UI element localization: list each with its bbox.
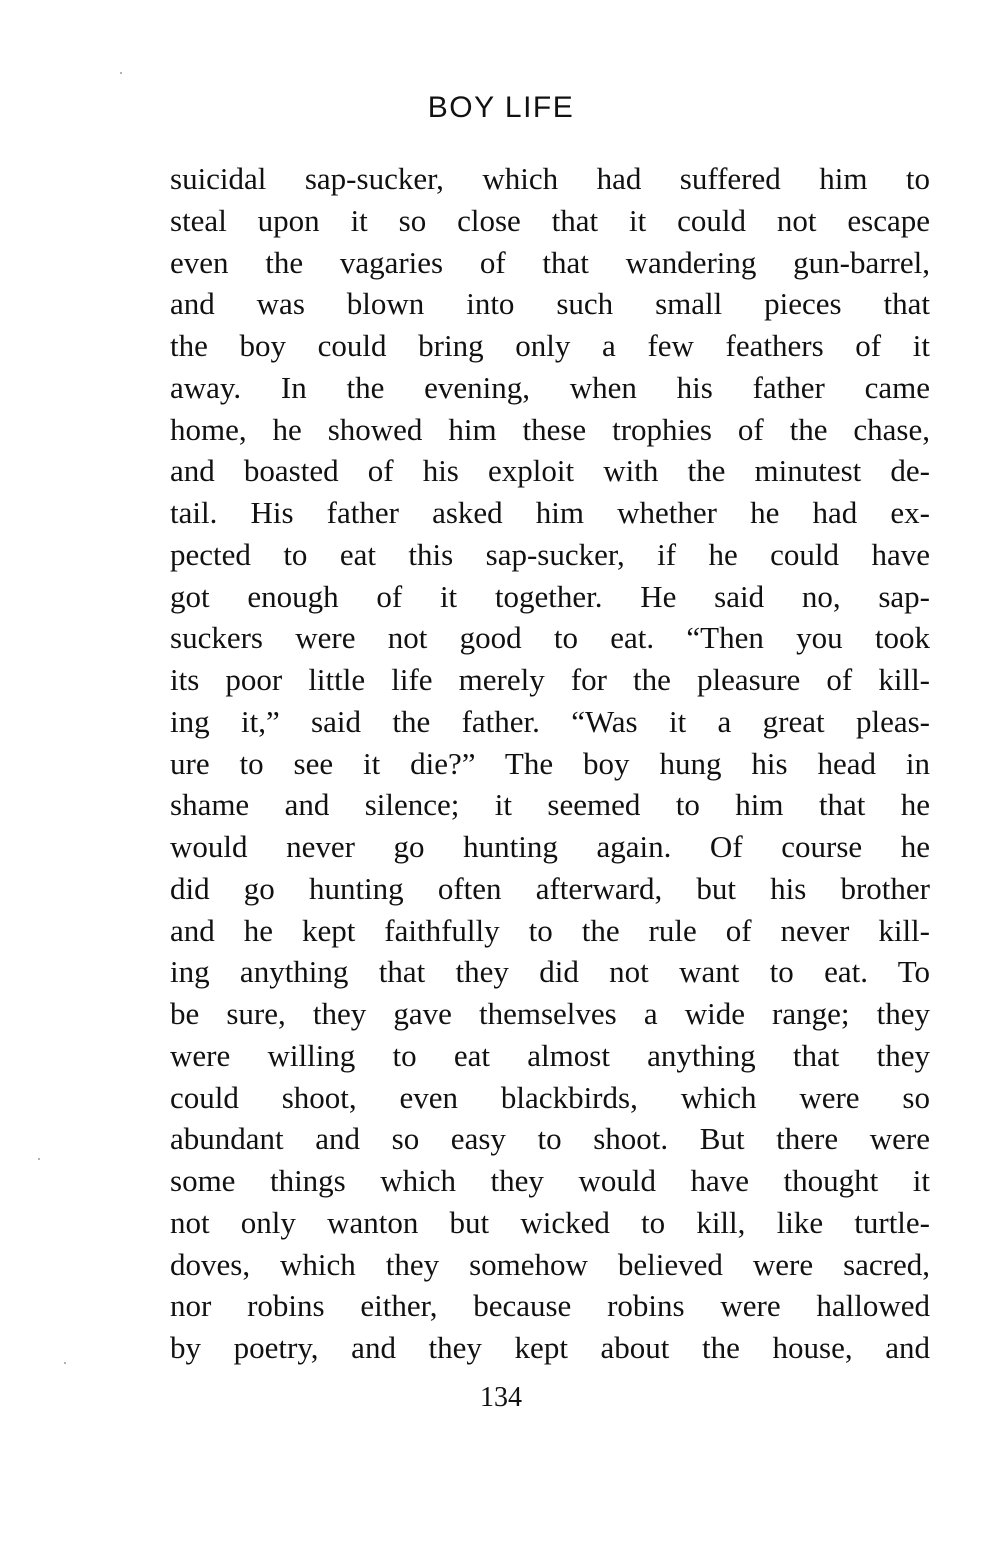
running-head: BOY LIFE bbox=[427, 91, 575, 124]
text-line: tail. His father asked him whether he had ex- bbox=[170, 495, 930, 530]
text-line: shame and silence; it seemed to him that he bbox=[170, 787, 930, 823]
text-line: some things which they would have thought it bbox=[170, 1163, 930, 1198]
text-line: home, he showed him these trophies of the chase, bbox=[170, 411, 930, 447]
text-line: its poor little life merely for the pleasure of kill- bbox=[170, 662, 930, 697]
text-line: even the vagaries of that wandering gun-barrel, bbox=[170, 244, 930, 280]
text-line: suckers were not good to eat. “Then you took bbox=[170, 620, 930, 656]
text-line: away. In the evening, when his father came bbox=[170, 369, 930, 405]
text-line: pected to eat this sap-sucker, if he could have bbox=[170, 536, 930, 572]
text-line: did go hunting often afterward, but his brother bbox=[170, 870, 930, 906]
text-line: not only wanton but wicked to kill, like turtle- bbox=[170, 1204, 930, 1240]
text-line: the boy could bring only a few feathers of it bbox=[170, 328, 930, 363]
text-line: and he kept faithfully to the rule of never kill- bbox=[170, 912, 930, 948]
scan-speck bbox=[120, 72, 122, 74]
scan-speck bbox=[38, 1158, 40, 1160]
text-line: nor robins either, because robins were hallowed bbox=[170, 1288, 930, 1324]
text-line: steal upon it so close that it could not escape bbox=[170, 202, 930, 238]
scan-speck bbox=[64, 1362, 66, 1364]
text-line: suicidal sap-sucker, which had suffered him to bbox=[170, 161, 930, 196]
text-line: would never go hunting again. Of course he bbox=[170, 829, 930, 864]
text-line: by poetry, and they kept about the house, and bbox=[170, 1330, 930, 1365]
page-number: 134 bbox=[480, 1382, 522, 1413]
text-line: ure to see it die?” The boy hung his head in bbox=[170, 745, 930, 781]
text-line: ing it,” said the father. “Was it a great pleas- bbox=[170, 703, 930, 739]
text-line: got enough of it together. He said no, sap- bbox=[170, 578, 930, 614]
text-line: doves, which they somehow believed were sacred, bbox=[170, 1246, 930, 1282]
text-line: ing anything that they did not want to eat. To bbox=[170, 954, 930, 990]
text-line: could shoot, even blackbirds, which were so bbox=[170, 1079, 930, 1115]
text-line: abundant and so easy to shoot. But there were bbox=[170, 1121, 930, 1157]
text-line: be sure, they gave themselves a wide range; they bbox=[170, 996, 930, 1031]
text-line: and was blown into such small pieces that bbox=[170, 286, 930, 322]
body-text bbox=[170, 158, 930, 1369]
text-line: were willing to eat almost anything that they bbox=[170, 1037, 930, 1073]
text-line: and boasted of his exploit with the minutest de- bbox=[170, 453, 930, 489]
